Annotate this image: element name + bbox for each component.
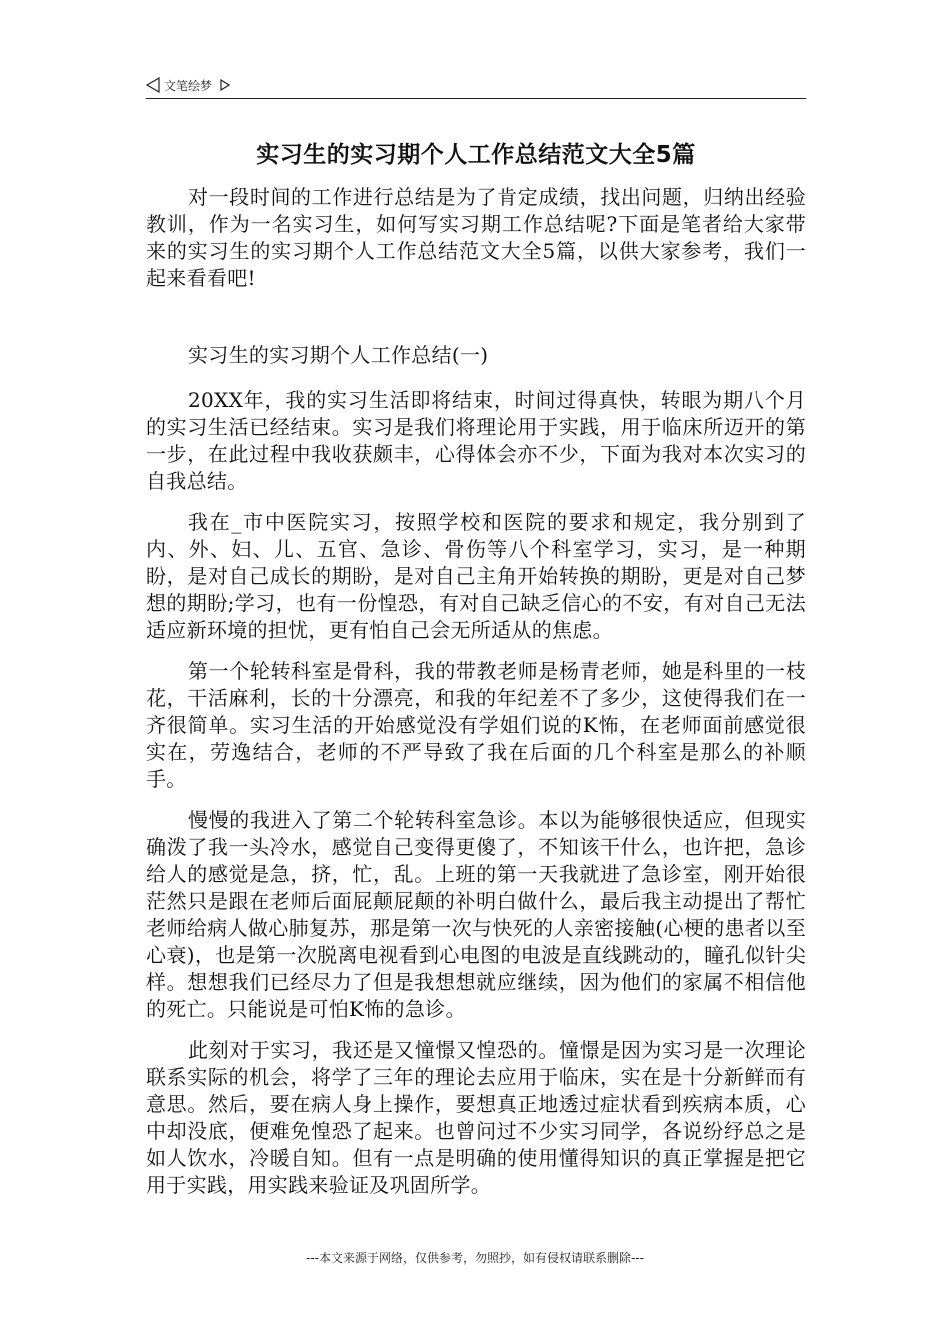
triangle-right-icon: [220, 79, 230, 91]
intro-paragraph: 对一段时间的工作进行总结是为了肯定成绩，找出问题，归纳出经验教训，作为一名实习生，如何写实习期工作总结呢?下面是笔者给大家带来的实习生的实习期个人工作总结范文大全5篇，以供大家参考，我们一起来看看吧!: [146, 185, 806, 290]
triangle-left-icon: [146, 77, 160, 93]
body-paragraph: 第一个轮转科室是骨科，我的带教老师是杨青老师，她是科里的一枝花，干活麻利，长的十分漂亮，和我的年纪差不了多少，这使得我们在一齐很简单。实习生活的开始感觉没有学姐们说的K怖，在老师面前感觉很实在，劳逸结合，老师的不严导致了我在后面的几个科室是那么的补顺手。: [146, 659, 806, 791]
page-header: [146, 74, 806, 99]
document-title: 实习生的实习期个人工作总结范文大全5篇: [256, 142, 696, 168]
document-body: [146, 184, 806, 1213]
brand-name: 文笔绘梦: [164, 78, 213, 93]
body-paragraph: 慢慢的我进入了第二个轮转科室急诊。本以为能够很快适应，但现实确泼了我一头冷水，感觉自己变得更傻了，不知该干什么，也许把，急诊给人的感觉是急，挤，忙，乱。上班的第一天我就进了急诊室，刚开始很茫然只是跟在老师后面屁颠屁颠的补明白做什么，最后我主动提出了帮忙老师给病人做心肺复苏，那是第一次与快死的人亲密接触(心梗的患者以至心衰)，也是第一次脱离电视看到心电图的电波是直线跳动的，瞳孔似针尖样。想想我们已经尽力了但是我想想就应继续，因为他们的家属不相信他的死亡。只能说是可怕K怖的急诊。: [146, 808, 806, 1021]
body-paragraph: 20XX年，我的实习生活即将结束，时间过得真快，转眼为期八个月的实习生活已经结束。实习是我们将理论用于实践，用于临床所迈开的第一步，在此过程中我收获颇丰，心得体会亦不少，下面为我对本次实习的自我总结。: [146, 388, 806, 493]
footer-notice: ---本文来源于网络，仅供参考，勿照抄，如有侵权请联系删除---: [306, 1251, 644, 1265]
body-paragraph: 我在_市中医院实习，按照学校和医院的要求和规定，我分别到了内、外、妇、儿、五官、急诊、骨伤等八个科室学习，实习，是一种期盼，是对自己成长的期盼，是对自己主角开始转换的期盼，更是对自己梦想的期盼;学习，也有一份惶恐，有对自己缺乏信心的不安，有对自己无法适应新环境的担忧，更有怕自己会无所适从的焦虑。: [146, 510, 806, 642]
body-paragraph: 此刻对于实习，我还是又憧憬又惶恐的。憧憬是因为实习是一次理论联系实际的机会，将学了三年的理论去应用于临床，实在是十分新鲜而有意思。然后，要在病人身上操作，要想真正地透过症状看到疾病本质，心中却没底，便难免惶恐了起来。也曾问过不少实习同学，各说纷纾总之是如人饮水，冷暖自知。但有一点是明确的使用懂得知识的真正掌握是把它用于实践，用实践来验证及巩固所学。: [146, 1038, 806, 1197]
brand-logo: [146, 74, 230, 96]
section-heading: 实习生的实习期个人工作总结(一): [188, 343, 489, 367]
